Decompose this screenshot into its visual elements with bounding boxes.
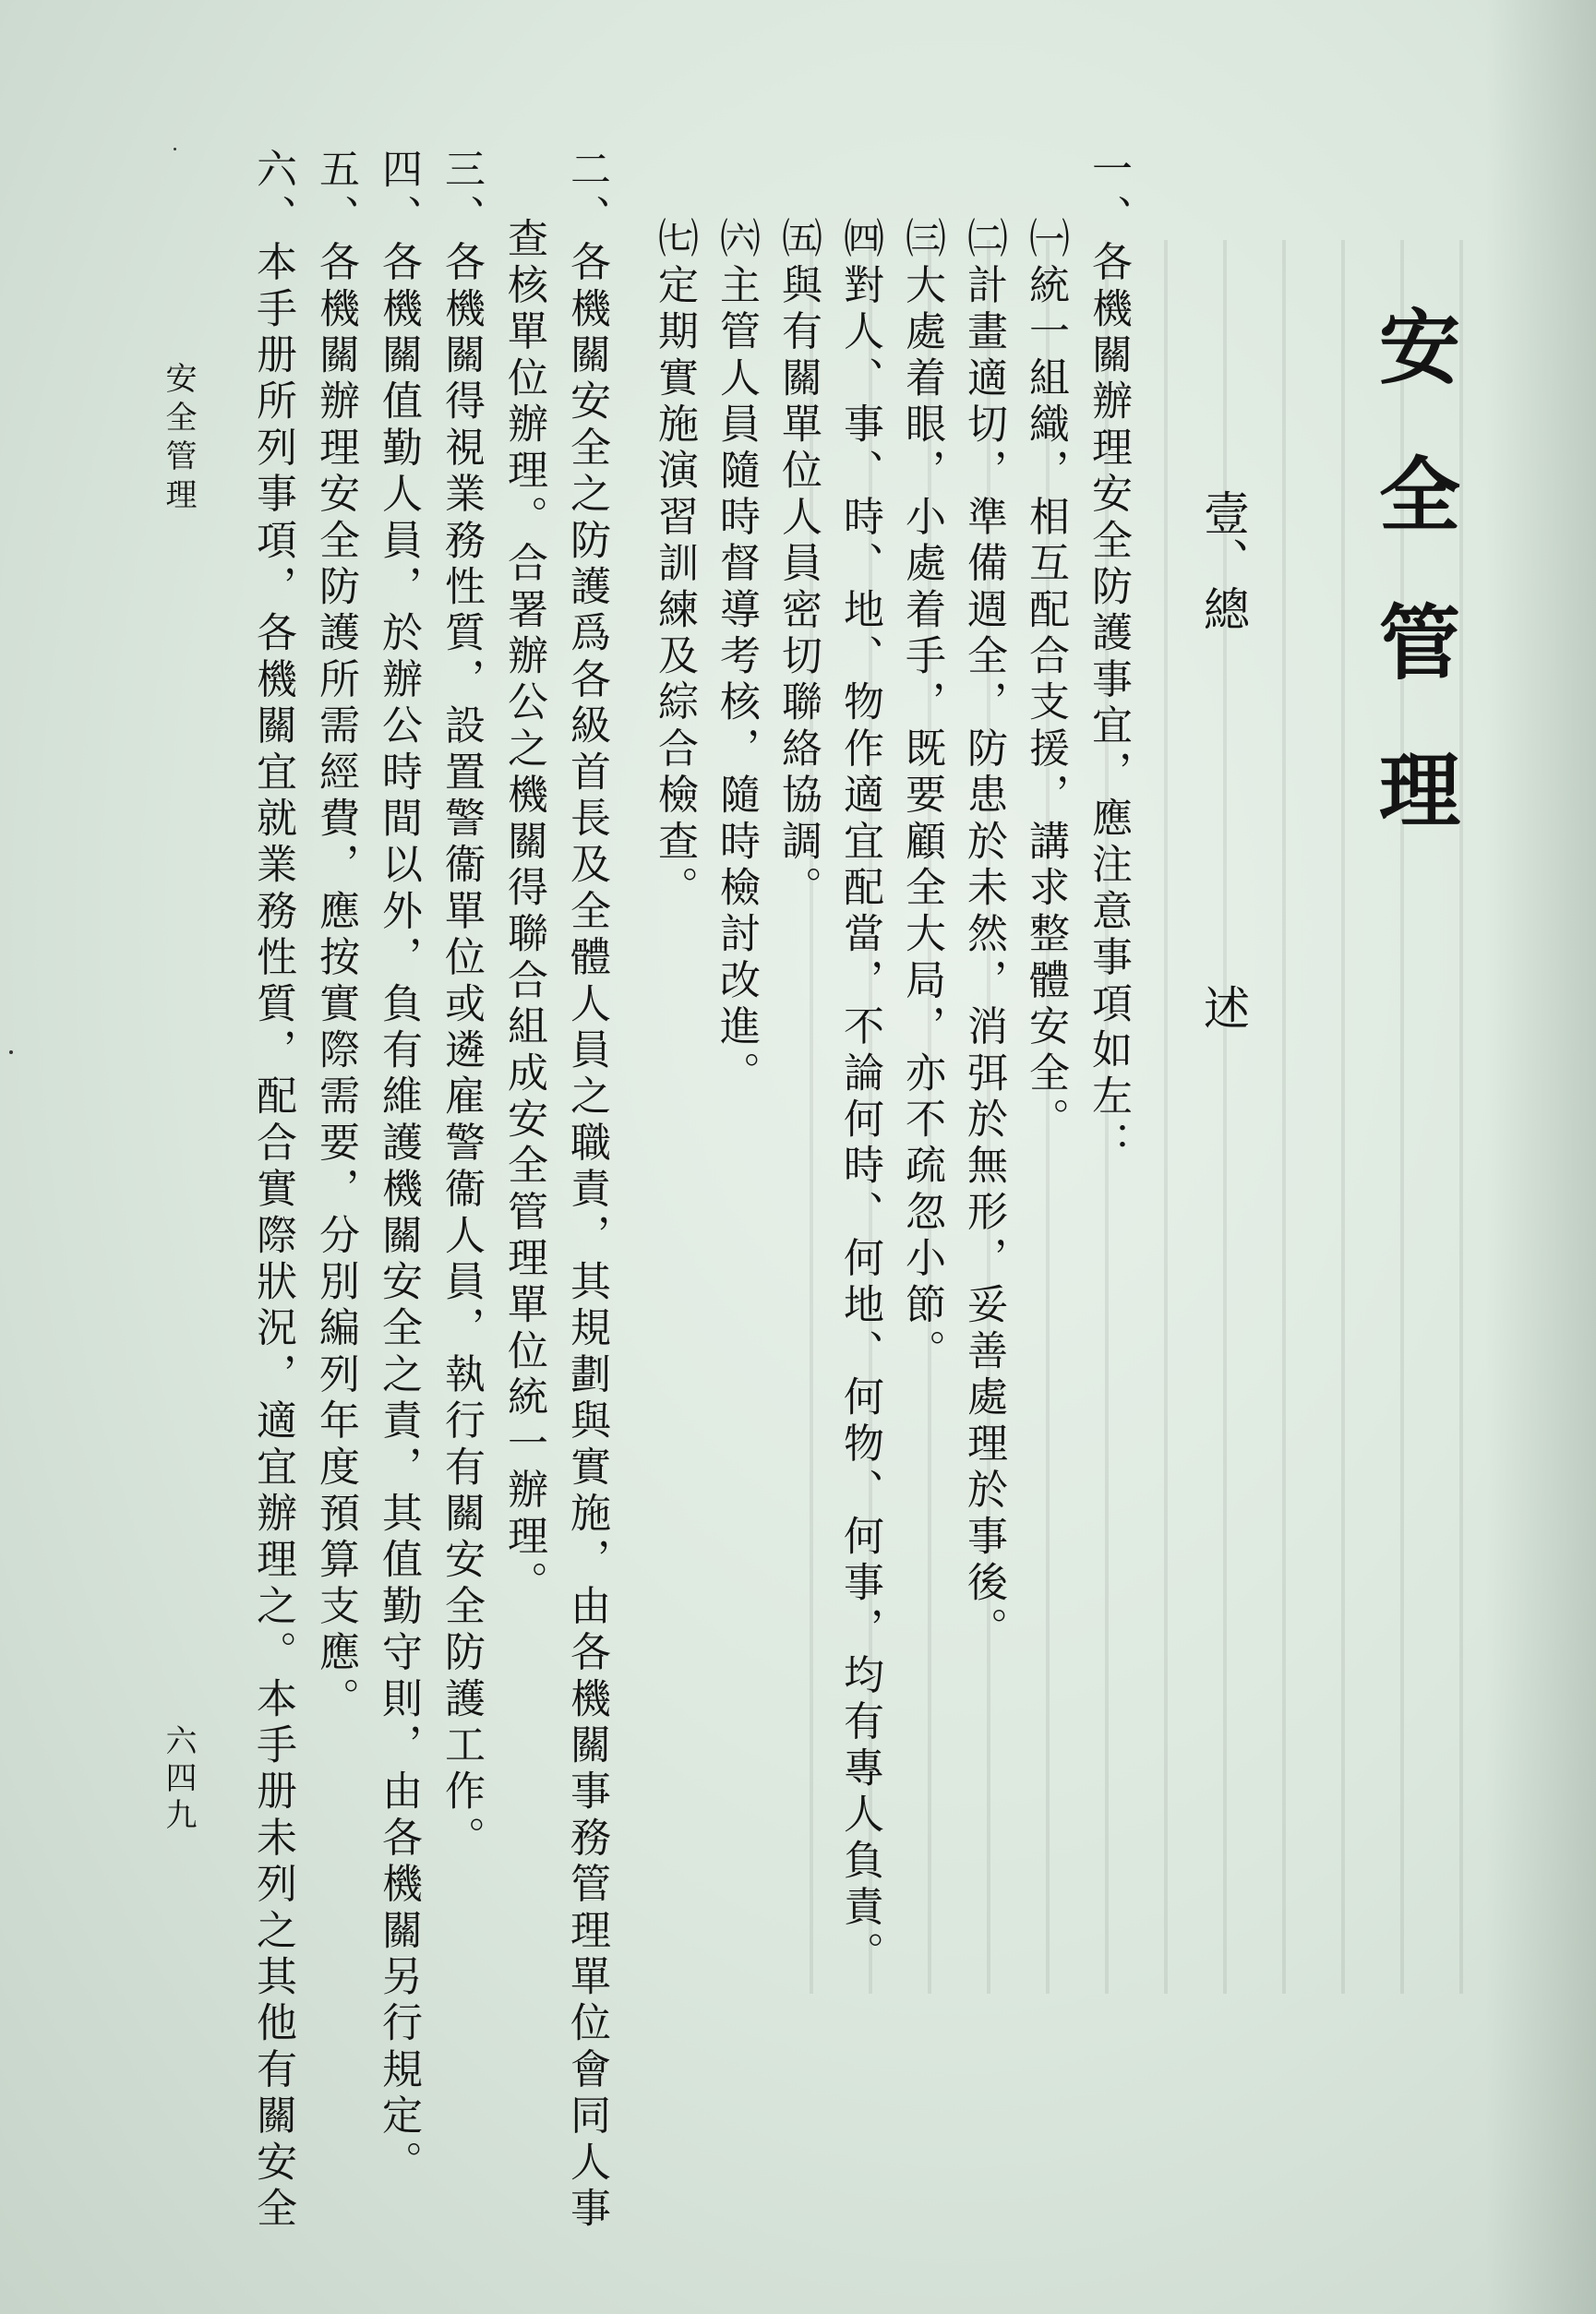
item-3: 三、各機關得視業務性質，設置警衞單位或遴雇警衞人員，執行有關安全防護工作。 [438,148,485,1863]
item-2: 二、各機關安全之防護爲各級首長及全體人員之職責，其規劃與實施，由各機關事務管理單位會同人事 [563,148,610,2233]
item-5: 五、各機關辦理安全防護所需經費，應按實際需要，分別編列年度預算支應。 [312,148,359,1723]
page-edge-shadow [1485,0,1596,2314]
item-2-continued: 查核單位辦理。合署辦公之機關得聯合組成安全管理單位統一辦理。 [500,217,547,1607]
page-number: 六四九 [160,1724,197,1835]
section-heading [1196,489,1250,1032]
sub-item-6: ㈥主管人員隨時督導考核，隨時檢討改進。 [713,217,760,1097]
sub-item-5: ㈤與有關單位人員密切聯絡協調。 [774,217,822,912]
item-1: 一、各機關辦理安全防護事宜，應注意事項如左： [1085,148,1132,1168]
sub-item-1: ㈠統一組織，相互配合支援，講求整體安全。 [1022,217,1069,1144]
sub-item-4: ㈣對人、事、時、地、物作適宜配當，不論何時、何地、何物、何事，均有專人負責。 [836,217,883,1978]
item-6: 六、本手册所列事項，各機關宜就業務性質，配合實際狀況，適宜辦理之。本手册未列之其他有關安全 [249,148,296,2233]
sub-item-7: ㈦定期實施演習訓練及綜合檢查。 [651,217,698,912]
page-title: 安全管理 [1366,305,1462,895]
section-heading-part2: 述 [1196,984,1250,1032]
item-4: 四、各機關值勤人員，於辦公時間以外，負有維護機關安全之責，其值勤守則，由各機關另行規定。 [375,148,422,2187]
sub-item-3: ㈢大處着眼，小處着手，既要顧全大局，亦不疏忽小節。 [898,217,945,1375]
dust-speck [174,148,176,150]
sub-item-2: ㈡計畫適切，準備週全，防患於未然，消弭於無形，妥善處理於事後。 [960,217,1007,1654]
section-heading-part1: 壹、總 [1196,489,1250,633]
dust-speck [9,1050,13,1054]
running-title: 安全管理 [160,362,197,517]
